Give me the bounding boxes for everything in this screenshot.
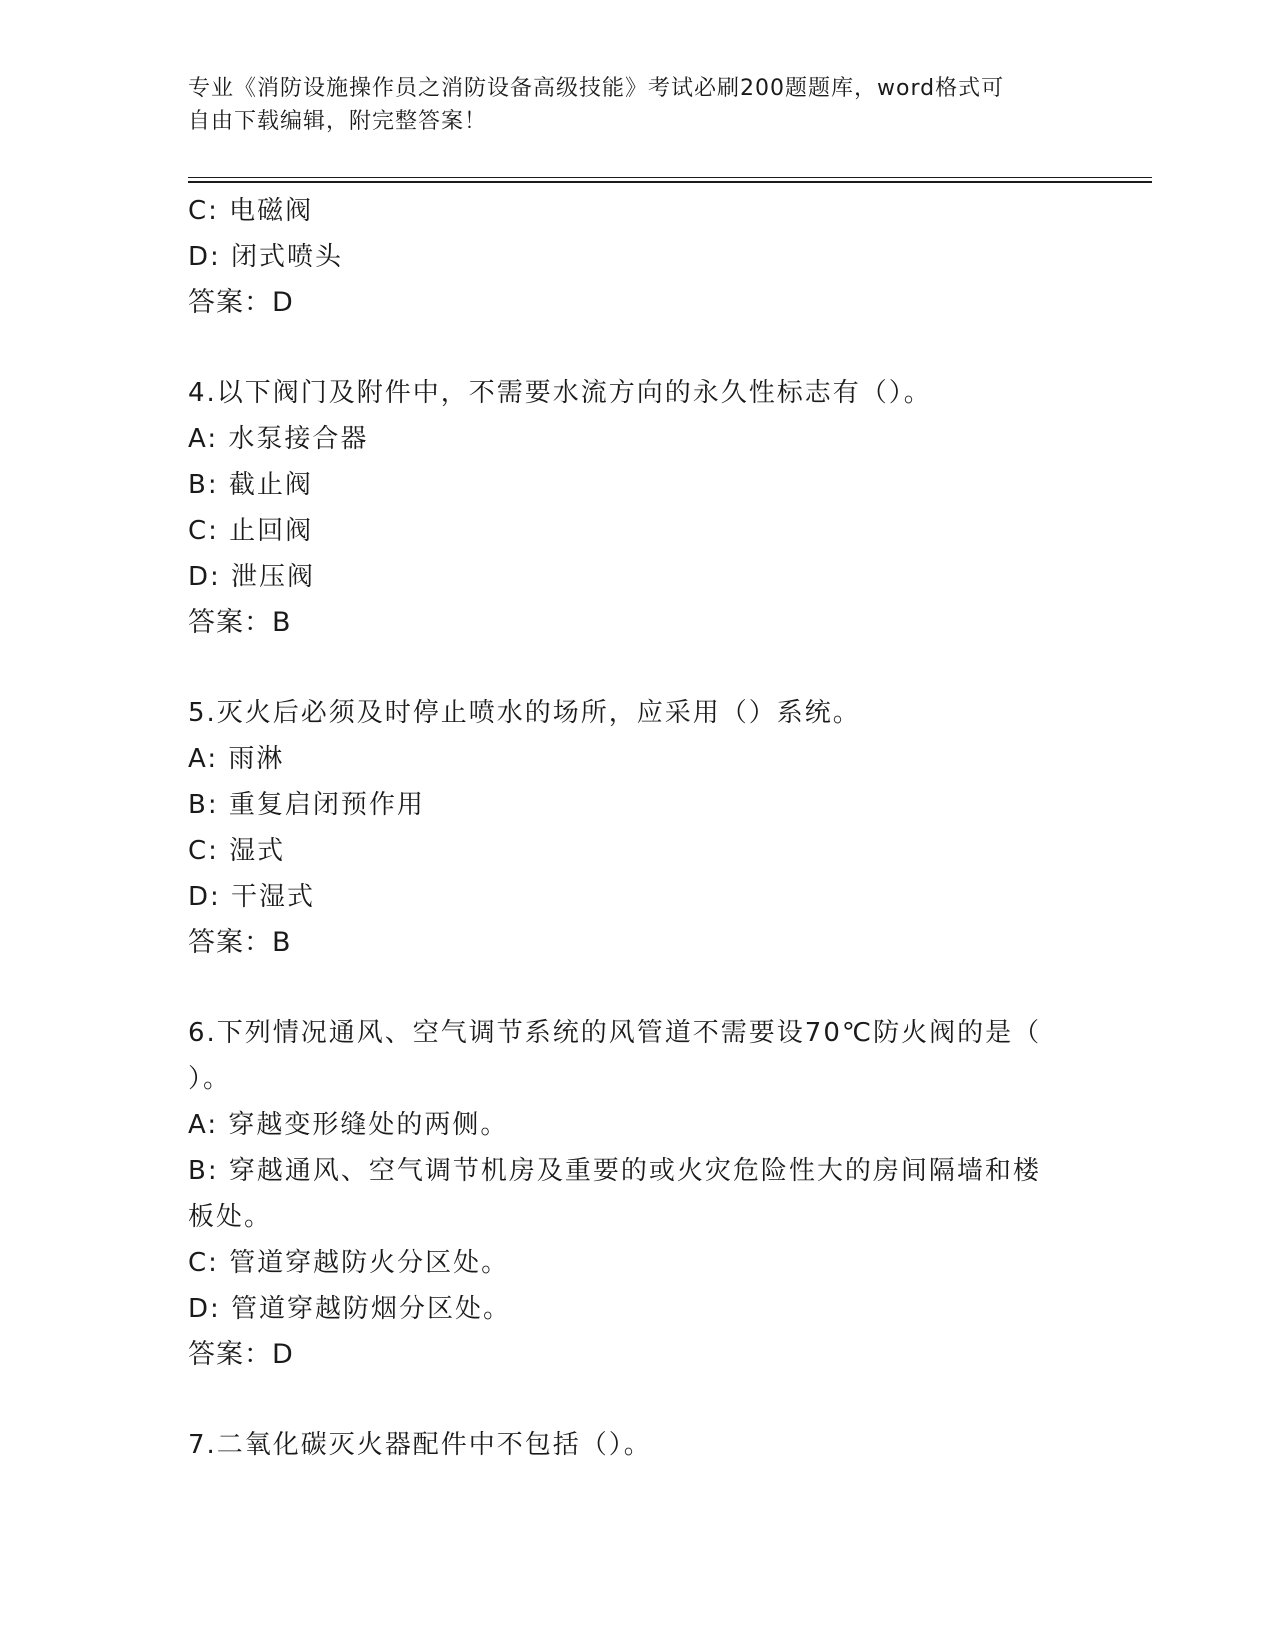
- q4-option-b: B: 截止阀: [188, 470, 313, 500]
- q4-answer: 答案：B: [188, 607, 292, 638]
- q5-question: 5.灭火后必须及时停止喷水的场所，应采用（）系统。: [188, 698, 861, 728]
- spacer: [188, 1378, 1088, 1422]
- q5-option-d: D: 干湿式: [188, 882, 316, 912]
- q6-question-line1: 6.下列情况通风、空气调节系统的风管道不需要设70℃防火阀的是（: [188, 1018, 1042, 1048]
- q5-answer: 答案：B: [188, 927, 292, 958]
- header-rule-thick: [188, 181, 1152, 183]
- q7-question: 7.二氧化碳灭火器配件中不包括（）。: [188, 1430, 652, 1460]
- q6-option-b-line1: B: 穿越通风、空气调节机房及重要的或火灾危险性大的房间隔墙和楼: [188, 1156, 1041, 1186]
- q6-answer: 答案：D: [188, 1339, 294, 1370]
- header-title-line1: 专业《消防设施操作员之消防设备高级技能》考试必刷200题题库，word格式可: [188, 76, 1005, 101]
- question-content: [188, 188, 1088, 1468]
- q6-option-a: A: 穿越变形缝处的两侧。: [188, 1110, 509, 1140]
- header-title-line2: 自由下载编辑，附完整答案！: [188, 109, 488, 134]
- q5-option-b: B: 重复启闭预作用: [188, 790, 425, 820]
- q6-option-c: C: 管道穿越防火分区处。: [188, 1248, 510, 1278]
- q5-option-a: A: 雨淋: [188, 744, 285, 774]
- header-rule-thin: [188, 177, 1152, 178]
- q4-option-a: A: 水泵接合器: [188, 424, 369, 454]
- q6-option-b-line2: 板处。: [188, 1202, 273, 1232]
- spacer: [188, 326, 1088, 370]
- q3-option-d: D: 闭式喷头: [188, 242, 344, 272]
- q3-answer: 答案：D: [188, 287, 294, 318]
- spacer: [188, 646, 1088, 690]
- q6-question-line2: ）。: [188, 1064, 232, 1094]
- q4-option-d: D: 泄压阀: [188, 562, 316, 592]
- q6-option-d: D: 管道穿越防烟分区处。: [188, 1294, 512, 1324]
- page-header: [188, 72, 1088, 138]
- q5-option-c: C: 湿式: [188, 836, 286, 866]
- q4-option-c: C: 止回阀: [188, 516, 314, 546]
- q4-question: 4.以下阀门及附件中，不需要水流方向的永久性标志有（）。: [188, 378, 932, 408]
- spacer: [188, 966, 1088, 1010]
- q3-option-c: C: 电磁阀: [188, 196, 314, 226]
